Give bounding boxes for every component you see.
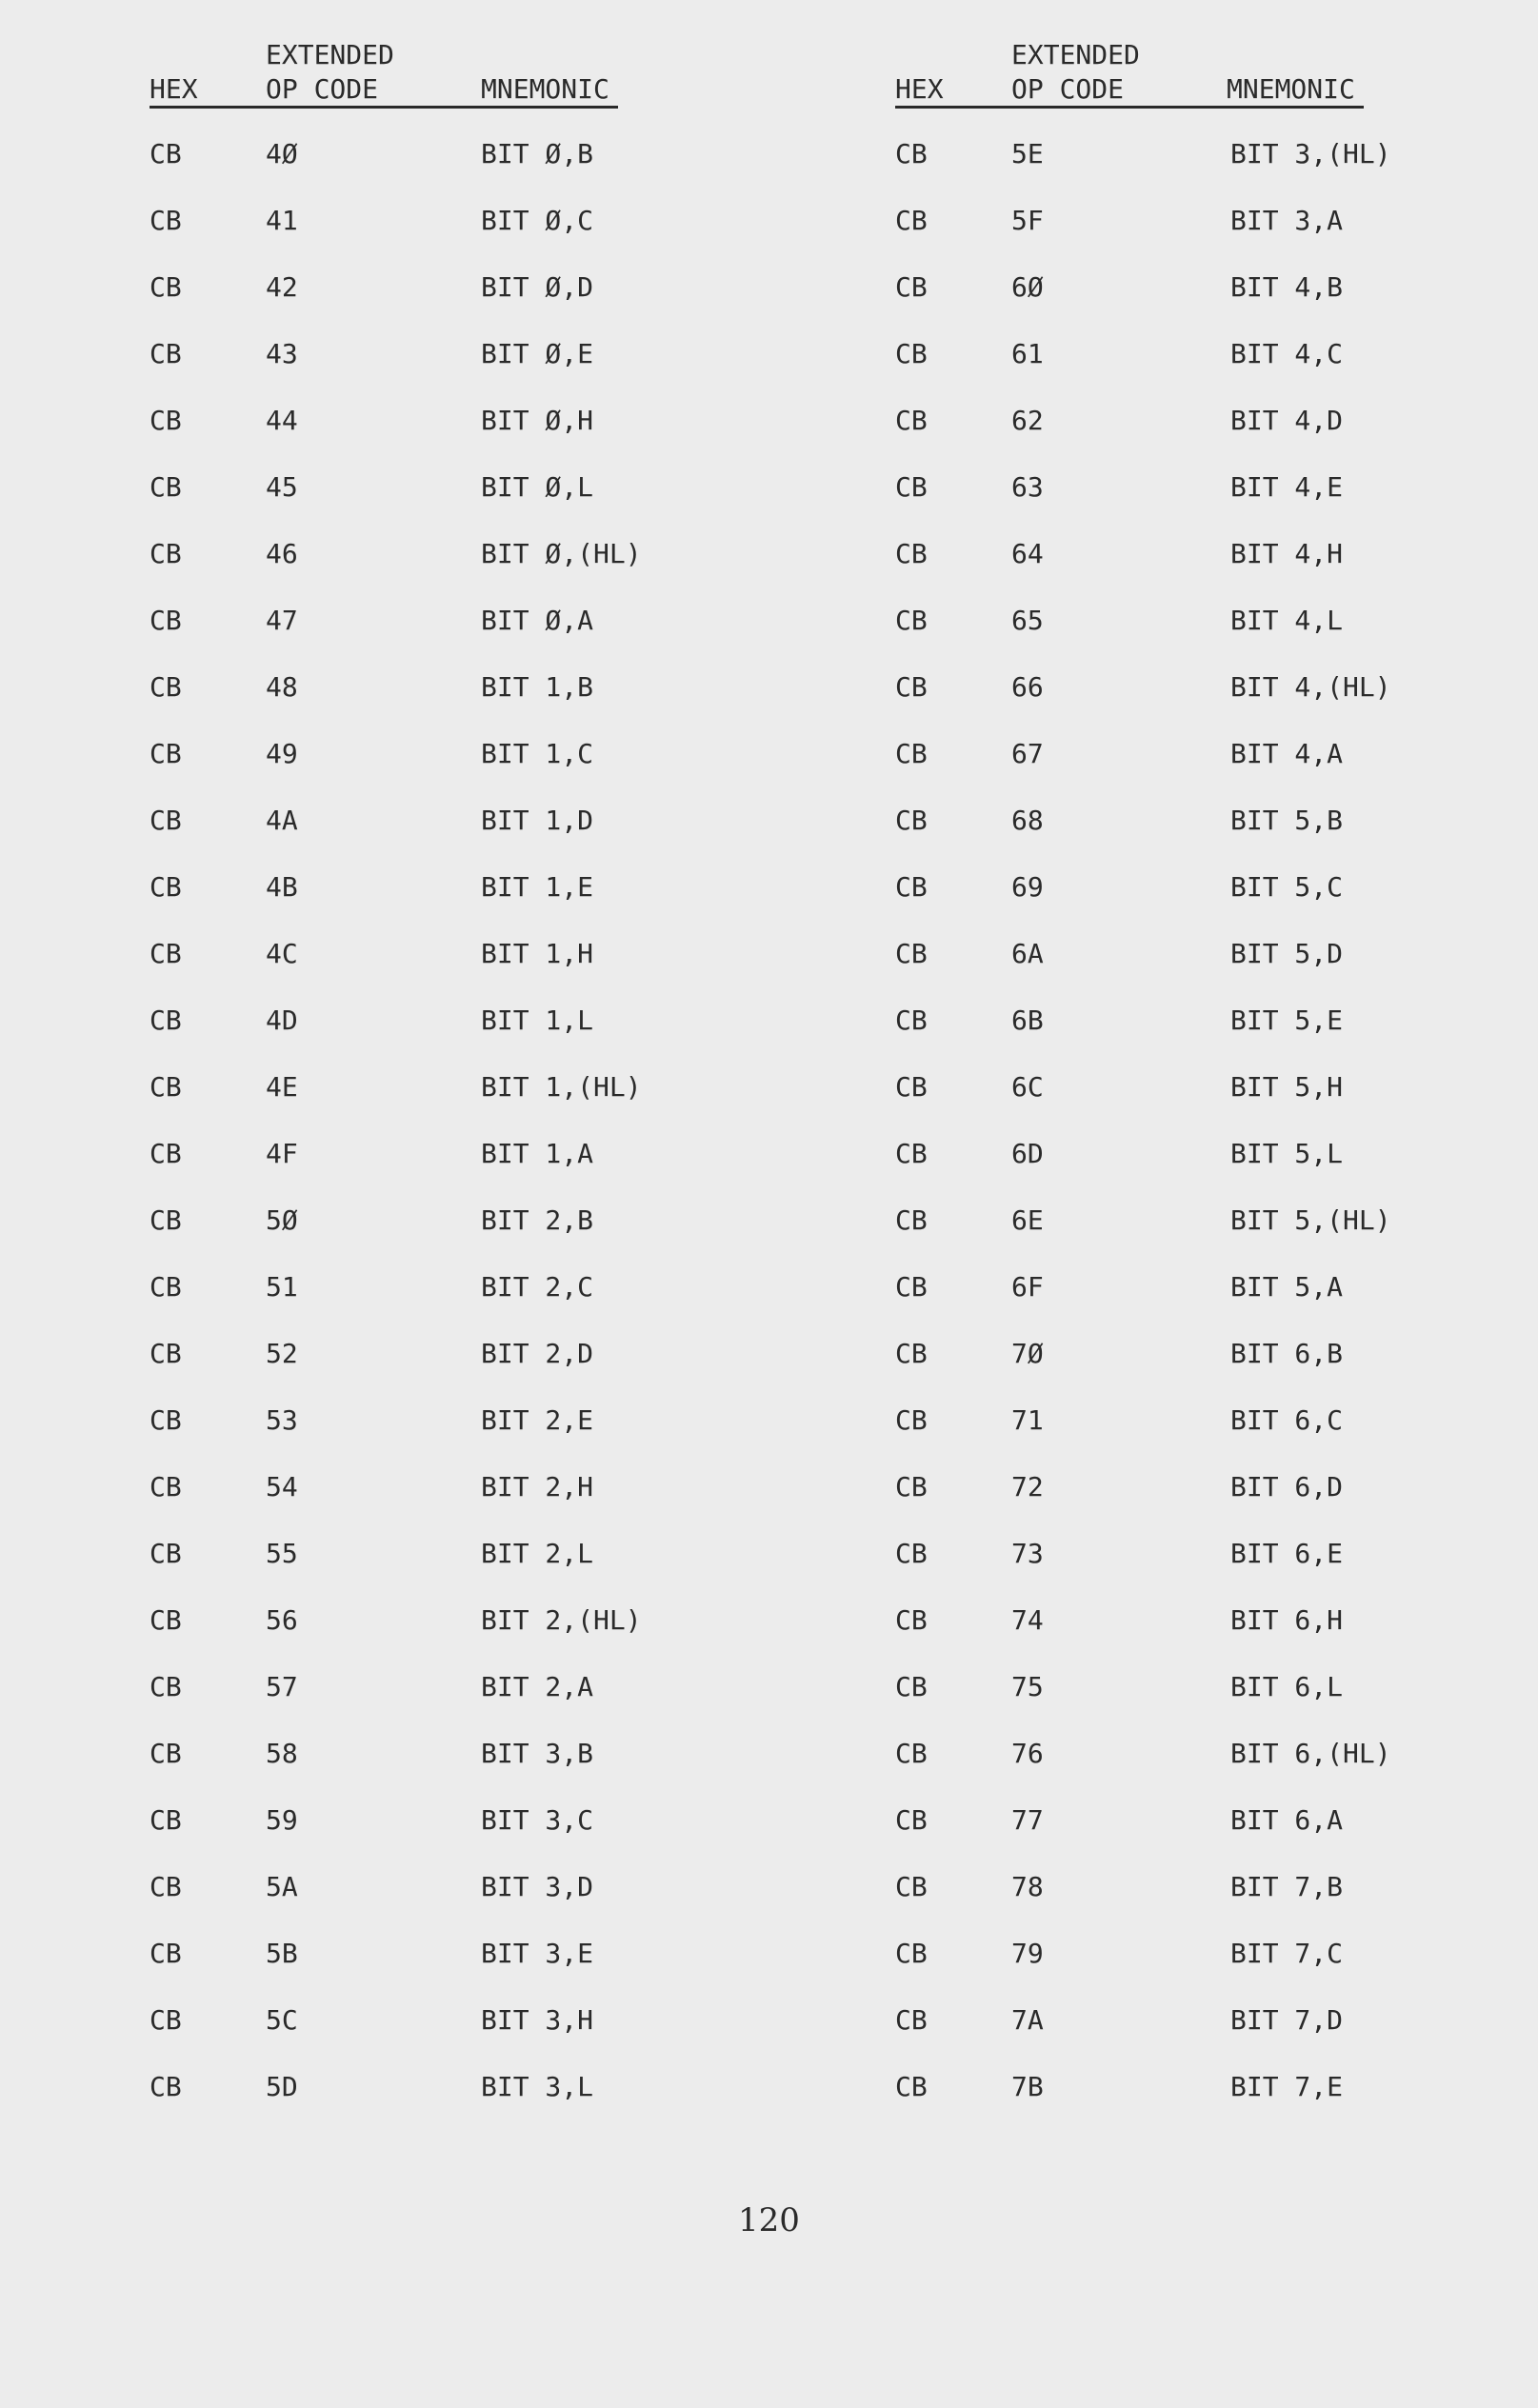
right-opcode-table: [895, 0, 1538, 2190]
table-row: [150, 1335, 835, 1402]
mnemonic-cell: BIT Ø,E: [481, 338, 594, 369]
op-code-cell: 6E: [1011, 1204, 1044, 1236]
mnemonic-cell: BIT 3,A: [1230, 205, 1344, 236]
hex-cell: CB: [895, 205, 928, 236]
op-code-cell: 4Ø: [266, 138, 298, 169]
table-row: [895, 1801, 1538, 1868]
hex-cell: CB: [895, 1138, 928, 1169]
op-code-cell: 6A: [1011, 938, 1044, 969]
op-code-cell: 51: [266, 1271, 298, 1303]
hex-cell: CB: [895, 138, 928, 169]
mnemonic-cell: BIT 6,A: [1230, 1804, 1344, 1836]
table-row: [895, 535, 1538, 602]
table-row: [895, 1335, 1538, 1402]
mnemonic-cell: BIT 6,B: [1230, 1338, 1344, 1369]
op-code-cell: 73: [1011, 1538, 1044, 1569]
op-code-cell: 5B: [266, 1938, 298, 1969]
mnemonic-cell: BIT 1,A: [481, 1138, 594, 1169]
hex-cell: CB: [150, 138, 182, 169]
table-row: [150, 1668, 835, 1735]
op-code-cell: 64: [1011, 538, 1044, 569]
mnemonic-cell: BIT 2,A: [481, 1671, 594, 1702]
mnemonic-cell: BIT 1,H: [481, 938, 594, 969]
mnemonic-cell: BIT 3,(HL): [1230, 138, 1391, 169]
mnemonic-cell: BIT Ø,C: [481, 205, 594, 236]
table-row: [895, 735, 1538, 802]
hex-cell: CB: [895, 1538, 928, 1569]
op-code-cell: 4F: [266, 1138, 298, 1169]
header-underline: [150, 106, 618, 109]
mnemonic-cell: BIT 4,B: [1230, 271, 1344, 303]
table-row: [895, 1668, 1538, 1735]
mnemonic-cell: BIT 2,H: [481, 1471, 594, 1503]
hex-cell: CB: [150, 1204, 182, 1236]
table-row: [895, 1735, 1538, 1801]
hex-cell: CB: [150, 1538, 182, 1569]
table-row: [150, 602, 835, 668]
mnemonic-cell: BIT 6,H: [1230, 1604, 1344, 1636]
mnemonic-cell: BIT 5,(HL): [1230, 1204, 1391, 1236]
table-row: [895, 868, 1538, 935]
hex-cell: CB: [150, 1138, 182, 1169]
table-row: [150, 1135, 835, 1202]
table-row: [895, 802, 1538, 868]
hex-cell: CB: [150, 671, 182, 703]
hex-cell: CB: [150, 1871, 182, 1902]
table-row: [895, 1935, 1538, 2001]
op-code-cell: 4E: [266, 1071, 298, 1103]
table-row: [895, 935, 1538, 1002]
op-code-cell: 69: [1011, 871, 1044, 903]
op-code-cell: 66: [1011, 671, 1044, 703]
table-row: [150, 2001, 835, 2068]
hex-cell: CB: [150, 1005, 182, 1036]
hex-cell: CB: [895, 405, 928, 436]
mnemonic-cell: BIT 6,E: [1230, 1538, 1344, 1569]
table-row: [150, 1801, 835, 1868]
hex-cell: CB: [150, 1738, 182, 1769]
op-code-cell: 61: [1011, 338, 1044, 369]
header-op-code: OP CODE: [1011, 73, 1125, 105]
mnemonic-cell: BIT 5,L: [1230, 1138, 1344, 1169]
mnemonic-cell: BIT 2,E: [481, 1404, 594, 1436]
table-row: [895, 269, 1538, 335]
table-row: [150, 1535, 835, 1602]
hex-cell: CB: [895, 1671, 928, 1702]
mnemonic-cell: BIT 1,E: [481, 871, 594, 903]
mnemonic-cell: BIT 7,B: [1230, 1871, 1344, 1902]
op-code-cell: 4A: [266, 805, 298, 836]
table-rows: [150, 135, 835, 2135]
mnemonic-cell: BIT 6,(HL): [1230, 1738, 1391, 1769]
hex-cell: CB: [150, 271, 182, 303]
table-row: [895, 1868, 1538, 1935]
mnemonic-cell: BIT 1,B: [481, 671, 594, 703]
op-code-cell: 53: [266, 1404, 298, 1436]
op-code-cell: 68: [1011, 805, 1044, 836]
mnemonic-cell: BIT 3,C: [481, 1804, 594, 1836]
hex-cell: CB: [150, 1404, 182, 1436]
op-code-cell: 67: [1011, 738, 1044, 769]
table-row: [895, 202, 1538, 269]
hex-cell: CB: [150, 1604, 182, 1636]
table-row: [895, 1402, 1538, 1468]
table-row: [895, 1468, 1538, 1535]
op-code-cell: 75: [1011, 1671, 1044, 1702]
hex-cell: CB: [150, 1338, 182, 1369]
hex-cell: CB: [150, 1271, 182, 1303]
mnemonic-cell: BIT 3,B: [481, 1738, 594, 1769]
mnemonic-cell: BIT 7,D: [1230, 2004, 1344, 2036]
table-row: [150, 868, 835, 935]
op-code-cell: 55: [266, 1538, 298, 1569]
op-code-cell: 4C: [266, 938, 298, 969]
hex-cell: CB: [895, 871, 928, 903]
hex-cell: CB: [895, 538, 928, 569]
hex-cell: CB: [895, 805, 928, 836]
hex-cell: CB: [895, 1071, 928, 1103]
mnemonic-cell: BIT Ø,H: [481, 405, 594, 436]
header-hex: HEX: [150, 73, 198, 105]
table-row: [895, 468, 1538, 535]
table-row: [895, 602, 1538, 668]
mnemonic-cell: BIT 1,L: [481, 1005, 594, 1036]
hex-cell: CB: [895, 1404, 928, 1436]
op-code-cell: 49: [266, 738, 298, 769]
table-row: [895, 335, 1538, 402]
op-code-cell: 4B: [266, 871, 298, 903]
op-code-cell: 56: [266, 1604, 298, 1636]
mnemonic-cell: BIT 4,E: [1230, 471, 1344, 503]
hex-cell: CB: [895, 1338, 928, 1369]
op-code-cell: 62: [1011, 405, 1044, 436]
op-code-cell: 43: [266, 338, 298, 369]
op-code-cell: 41: [266, 205, 298, 236]
op-code-cell: 59: [266, 1804, 298, 1836]
table-row: [150, 668, 835, 735]
op-code-cell: 7Ø: [1011, 1338, 1044, 1369]
mnemonic-cell: BIT 7,E: [1230, 2071, 1344, 2102]
table-row: [150, 1868, 835, 1935]
mnemonic-cell: BIT 1,C: [481, 738, 594, 769]
hex-cell: CB: [895, 1938, 928, 1969]
op-code-cell: 5E: [1011, 138, 1044, 169]
header-mnemonic: MNEMONIC: [1227, 73, 1355, 105]
mnemonic-cell: BIT Ø,A: [481, 605, 594, 636]
op-code-cell: 4D: [266, 1005, 298, 1036]
mnemonic-cell: BIT 3,H: [481, 2004, 594, 2036]
hex-cell: CB: [895, 1871, 928, 1902]
table-row: [895, 1602, 1538, 1668]
table-row: [150, 402, 835, 468]
mnemonic-cell: BIT 2,C: [481, 1271, 594, 1303]
mnemonic-cell: BIT 2,B: [481, 1204, 594, 1236]
hex-cell: CB: [150, 2004, 182, 2036]
mnemonic-cell: BIT 4,L: [1230, 605, 1344, 636]
table-row: [150, 135, 835, 202]
op-code-cell: 58: [266, 1738, 298, 1769]
header-mnemonic: MNEMONIC: [481, 73, 609, 105]
hex-cell: CB: [895, 1604, 928, 1636]
table-row: [895, 2068, 1538, 2135]
hex-cell: CB: [150, 871, 182, 903]
op-code-cell: 54: [266, 1471, 298, 1503]
table-row: [895, 1535, 1538, 1602]
hex-cell: CB: [150, 338, 182, 369]
table-row: [150, 802, 835, 868]
table-row: [895, 1002, 1538, 1068]
table-row: [150, 1068, 835, 1135]
mnemonic-cell: BIT 5,A: [1230, 1271, 1344, 1303]
hex-cell: CB: [150, 471, 182, 503]
table-row: [150, 269, 835, 335]
table-row: [150, 1735, 835, 1801]
table-row: [150, 535, 835, 602]
op-code-cell: 44: [266, 405, 298, 436]
op-code-cell: 63: [1011, 471, 1044, 503]
table-row: [150, 1202, 835, 1268]
hex-cell: CB: [895, 938, 928, 969]
table-row: [150, 1402, 835, 1468]
op-code-cell: 5F: [1011, 205, 1044, 236]
mnemonic-cell: BIT 6,D: [1230, 1471, 1344, 1503]
mnemonic-cell: BIT 3,L: [481, 2071, 594, 2102]
op-code-cell: 42: [266, 271, 298, 303]
hex-cell: CB: [150, 1471, 182, 1503]
header-hex: HEX: [895, 73, 944, 105]
op-code-cell: 6F: [1011, 1271, 1044, 1303]
op-code-cell: 48: [266, 671, 298, 703]
header-extended: EXTENDED: [266, 39, 394, 70]
hex-cell: CB: [895, 2004, 928, 2036]
op-code-cell: 5A: [266, 1871, 298, 1902]
table-row: [150, 1935, 835, 2001]
header-underline: [895, 106, 1364, 109]
mnemonic-cell: BIT Ø,D: [481, 271, 594, 303]
hex-cell: CB: [150, 405, 182, 436]
table-row: [150, 335, 835, 402]
op-code-cell: 47: [266, 605, 298, 636]
table-row: [150, 935, 835, 1002]
table-row: [150, 1268, 835, 1335]
hex-cell: CB: [150, 938, 182, 969]
mnemonic-cell: BIT 5,H: [1230, 1071, 1344, 1103]
table-row: [150, 202, 835, 269]
op-code-cell: 77: [1011, 1804, 1044, 1836]
hex-cell: CB: [895, 1271, 928, 1303]
mnemonic-cell: BIT 1,D: [481, 805, 594, 836]
op-code-cell: 7B: [1011, 2071, 1044, 2102]
left-opcode-table: [150, 0, 835, 2190]
mnemonic-cell: BIT Ø,(HL): [481, 538, 642, 569]
mnemonic-cell: BIT 2,L: [481, 1538, 594, 1569]
hex-cell: CB: [895, 738, 928, 769]
op-code-cell: 7A: [1011, 2004, 1044, 2036]
hex-cell: CB: [150, 805, 182, 836]
hex-cell: CB: [895, 1738, 928, 1769]
op-code-cell: 6C: [1011, 1071, 1044, 1103]
mnemonic-cell: BIT 3,D: [481, 1871, 594, 1902]
op-code-cell: 45: [266, 471, 298, 503]
mnemonic-cell: BIT 1,(HL): [481, 1071, 642, 1103]
table-row: [895, 402, 1538, 468]
table-row: [150, 1602, 835, 1668]
hex-cell: CB: [150, 205, 182, 236]
op-code-cell: 6Ø: [1011, 271, 1044, 303]
op-code-cell: 79: [1011, 1938, 1044, 1969]
hex-cell: CB: [895, 1471, 928, 1503]
op-code-cell: 76: [1011, 1738, 1044, 1769]
hex-cell: CB: [150, 605, 182, 636]
mnemonic-cell: BIT 5,B: [1230, 805, 1344, 836]
op-code-cell: 5D: [266, 2071, 298, 2102]
op-code-cell: 5C: [266, 2004, 298, 2036]
op-code-cell: 6D: [1011, 1138, 1044, 1169]
op-code-cell: 57: [266, 1671, 298, 1702]
mnemonic-cell: BIT 4,D: [1230, 405, 1344, 436]
table-rows: [895, 135, 1538, 2135]
hex-cell: CB: [895, 471, 928, 503]
hex-cell: CB: [895, 1005, 928, 1036]
mnemonic-cell: BIT Ø,B: [481, 138, 594, 169]
hex-cell: CB: [895, 1204, 928, 1236]
hex-cell: CB: [895, 338, 928, 369]
table-row: [895, 2001, 1538, 2068]
mnemonic-cell: BIT 2,(HL): [481, 1604, 642, 1636]
mnemonic-cell: BIT 4,C: [1230, 338, 1344, 369]
mnemonic-cell: BIT 4,(HL): [1230, 671, 1391, 703]
table-row: [895, 1135, 1538, 1202]
table-row: [150, 735, 835, 802]
page-number: 120: [738, 2201, 800, 2239]
op-code-cell: 5Ø: [266, 1204, 298, 1236]
table-row: [150, 468, 835, 535]
mnemonic-cell: BIT 5,C: [1230, 871, 1344, 903]
header-extended: EXTENDED: [1011, 39, 1140, 70]
op-code-cell: 6B: [1011, 1005, 1044, 1036]
table-row: [895, 135, 1538, 202]
mnemonic-cell: BIT 3,E: [481, 1938, 594, 1969]
mnemonic-cell: BIT 4,A: [1230, 738, 1344, 769]
hex-cell: CB: [150, 1071, 182, 1103]
mnemonic-cell: BIT 4,H: [1230, 538, 1344, 569]
op-code-cell: 72: [1011, 1471, 1044, 1503]
op-code-cell: 52: [266, 1338, 298, 1369]
table-row: [895, 1202, 1538, 1268]
hex-cell: CB: [150, 1804, 182, 1836]
hex-cell: CB: [150, 2071, 182, 2102]
table-row: [150, 2068, 835, 2135]
hex-cell: CB: [895, 1804, 928, 1836]
op-code-cell: 71: [1011, 1404, 1044, 1436]
table-row: [150, 1468, 835, 1535]
table-row: [150, 1002, 835, 1068]
hex-cell: CB: [150, 538, 182, 569]
mnemonic-cell: BIT Ø,L: [481, 471, 594, 503]
op-code-cell: 78: [1011, 1871, 1044, 1902]
mnemonic-cell: BIT 6,L: [1230, 1671, 1344, 1702]
hex-cell: CB: [150, 1938, 182, 1969]
hex-cell: CB: [895, 605, 928, 636]
hex-cell: CB: [150, 1671, 182, 1702]
mnemonic-cell: BIT 5,E: [1230, 1005, 1344, 1036]
header-op-code: OP CODE: [266, 73, 379, 105]
mnemonic-cell: BIT 5,D: [1230, 938, 1344, 969]
hex-cell: CB: [150, 738, 182, 769]
op-code-cell: 74: [1011, 1604, 1044, 1636]
hex-cell: CB: [895, 671, 928, 703]
op-code-cell: 46: [266, 538, 298, 569]
op-code-cell: 65: [1011, 605, 1044, 636]
hex-cell: CB: [895, 271, 928, 303]
mnemonic-cell: BIT 6,C: [1230, 1404, 1344, 1436]
table-row: [895, 1268, 1538, 1335]
hex-cell: CB: [895, 2071, 928, 2102]
mnemonic-cell: BIT 7,C: [1230, 1938, 1344, 1969]
table-row: [895, 668, 1538, 735]
mnemonic-cell: BIT 2,D: [481, 1338, 594, 1369]
table-row: [895, 1068, 1538, 1135]
